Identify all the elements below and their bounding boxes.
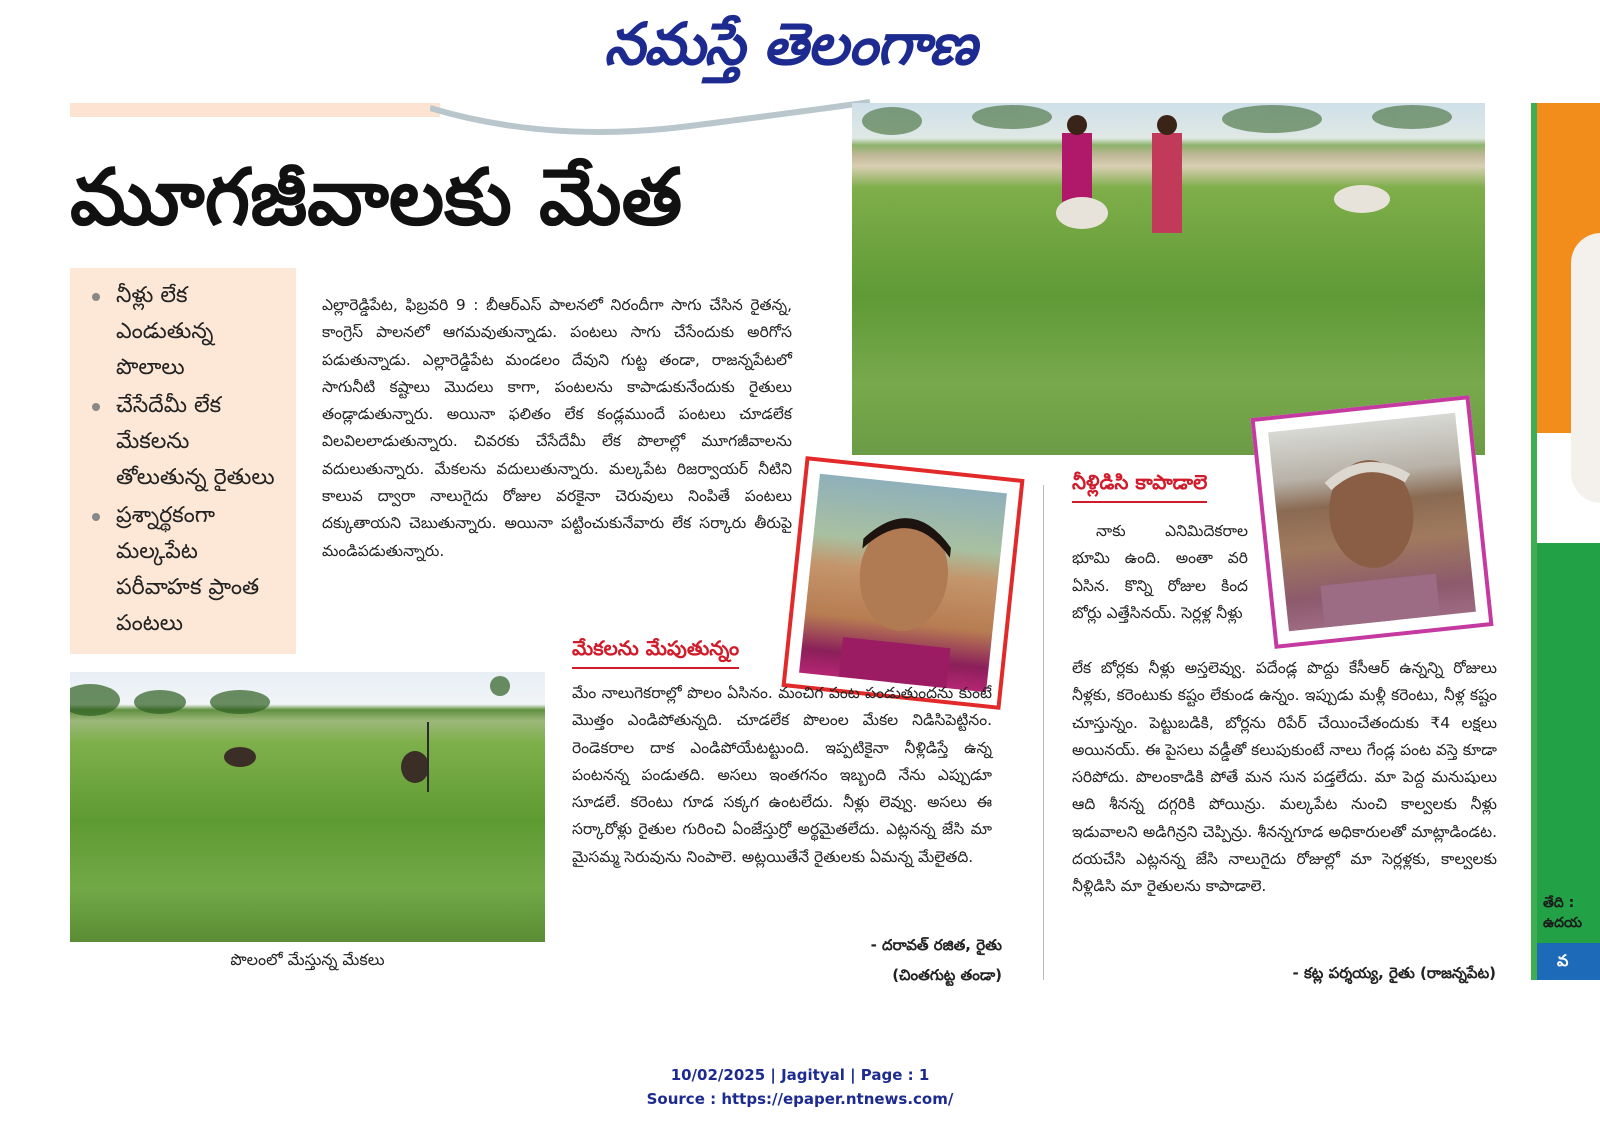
column-divider: [1043, 485, 1044, 980]
highlight-item: ప్రశ్నార్థకంగా మల్కపేట పరీవాహక ప్రాంత పంటలు: [88, 498, 286, 642]
field-photo-women-goats: [852, 103, 1485, 455]
right-story-text-wide: లేక బోర్లకు నీళ్లు అస్తలెవ్వు. పదేండ్ల పొద్దు కేసీఆర్ ఉన్నన్ని రోజులు నీళ్లకు, కరెంటుకు కష్టం లేకుండ ఉన్నం. ఇప్పుడు మళ్లీ కరెంటు, నీళ్ల కష్టం చూస్తున్నం. పెట్టుబడికి, బోర్లను రిపేర్ చేయించేతందుకు ₹4 లక్షలు అయినయ్. ఈ పైసలు వడ్డీతో కలుపుకుంటే నాలు గేండ్ల పంట వస్తె కూడా సరిపోదు. పొలంకాడికి పోతే మన సున పడ్తలేదు. మా పెద్ద మనుషులు ఆది శీనన్న దగ్గరికి పోయిన్రు. మల్కపేట నుంచి కాల్వలకు నీళ్లు ఇడువాలని అడిగిన్రని చెప్పిన్రు. శీనన్నగూడ అధికారులతో మాట్లాడిండట. దయచేసి ఎట్లనన్న జేసి నాలుగైదు రోజుల్లో మా సెర్లళ్లకు, కాల్వలకు నీళ్లిడిసి మా రైతులను కాపాడాలె.: [1072, 659, 1497, 896]
left-story-attribution-place: (చింతగుట్ట తండా): [892, 966, 1002, 984]
decorative-wave: [430, 96, 870, 146]
advertisement-strip: [1531, 103, 1600, 980]
decorative-bar: [70, 103, 440, 117]
left-story-attribution-name: - దరావత్ రజిత, రైతు: [870, 936, 1002, 954]
portrait-man-farmer: [1250, 395, 1493, 649]
highlight-item: నీళ్లు లేక ఎండుతున్న పొలాలు: [88, 278, 286, 386]
ad-date-label: తేది :: [1543, 895, 1575, 911]
left-story-subhead: మేకలను మేపుతున్నం: [572, 636, 739, 669]
field-photo-goats-grazing: [70, 672, 545, 942]
portrait-woman-farmer: [781, 456, 1024, 710]
left-story-text: మేం నాలుగెకరాల్లో పొలం ఏసినం. మంచిగ పంట పండుతుందను కుంటే మొత్తం ఎండిపోతున్నది. చూడలేక పొలంల మేకల నిడిసిపెట్టినం. రెండెకరాల దాక ఎండిపోయేటట్టుంది. ఇప్పటికైనా నీళ్లిడిస్తే ఉన్న పంటనన్న పండుతది. అసలు ఇంతగనం ఇబ్బంది నేను ఎప్పుడూ సూడలే. కరెంటు గూడ సక్కగ ఉంటలేదు. నీళ్లు లెవ్వు. అసలు ఈ సర్కారోళ్లు రైతుల గురించి ఏంజేస్తుర్రో అర్థమైతలేదు. ఎట్లనన్న జేసి మా మైసమ్మ సెరువును నింపాలె. అట్లయితేనే రైతులకు ఏమన్న మేలైతది.: [572, 684, 992, 866]
ad-figure: [1571, 233, 1600, 503]
right-story-text-narrow: నాకు ఎనిమిదెకరాల భూమి ఉంది. అంతా వరి ఏసిన. కొన్ని రోజుల కింద బోర్లు ఎత్తేసినయ్. సెర్లళ్ల నీళ్లు: [1072, 522, 1248, 622]
footer-source: Source : https://epaper.ntnews.com/: [646, 1090, 954, 1108]
highlight-item: చేసేదేమీ లేక మేకలను తోలుతున్న రైతులు: [88, 388, 286, 496]
right-story-subhead: నీళ్లిడిసి కాపాడాలె: [1072, 470, 1207, 503]
photo-caption: పొలంలో మేస్తున్న మేకలు: [230, 950, 385, 969]
right-story-attribution: - కట్ల పర్శయ్య, రైతు (రాజన్నపేట): [1292, 964, 1496, 982]
highlights-box: [70, 268, 296, 654]
ad-venue-label: ఉదయ: [1543, 915, 1583, 931]
headline: మూగజీవాలకు మేత: [70, 153, 683, 243]
masthead-title: నమస్తే తెలంగాణ: [604, 10, 976, 78]
ad-band: వ: [1537, 943, 1600, 980]
intro-paragraph: ఎల్లారెడ్డిపేట, ఫిబ్రవరి 9 : బీఆర్ఎస్ పాలనలో నిరందీగా సాగు చేసిన రైతన్న, కాంగ్రెస్ పాలనలో ఆగమవుతున్నాడు. పంటలు సాగు చేసేందుకు అరిగోస పడుతున్నాడు. ఎల్లారెడ్డిపేట మండలం దేవుని గుట్ట తండా, రాజన్నపేటలో సాగునీటి కష్టాలు మొదలు కాగా, పంటలను కాపాడుకునేందుకు రైతులు తండ్లాడుతున్నారు. అయినా ఫలితం లేక కండ్లముందే పంటలు చూడలేక విలవిలలాడుతున్నారు. చివరకు చేసేదేమీ లేక పొలాల్లో మూగజీవాలను వదులుతున్నారు. మేకలను వదులుతున్నారు. మల్కపేట రిజర్వాయర్ నీటిని కాలువ ద్వారా నాలుగైదు రోజుల వరకైనా చెరువులు నింపితే పంటలు దక్కుతాయని చెబుతున్నారు. అయినా పట్టించుకునేవారు లేక సర్కారు తీరుపై మండిపడుతున్నారు.: [322, 296, 792, 560]
ad-date-text: [1543, 893, 1582, 933]
footer-edition-info: 10/02/2025 | Jagityal | Page : 1: [670, 1066, 930, 1084]
